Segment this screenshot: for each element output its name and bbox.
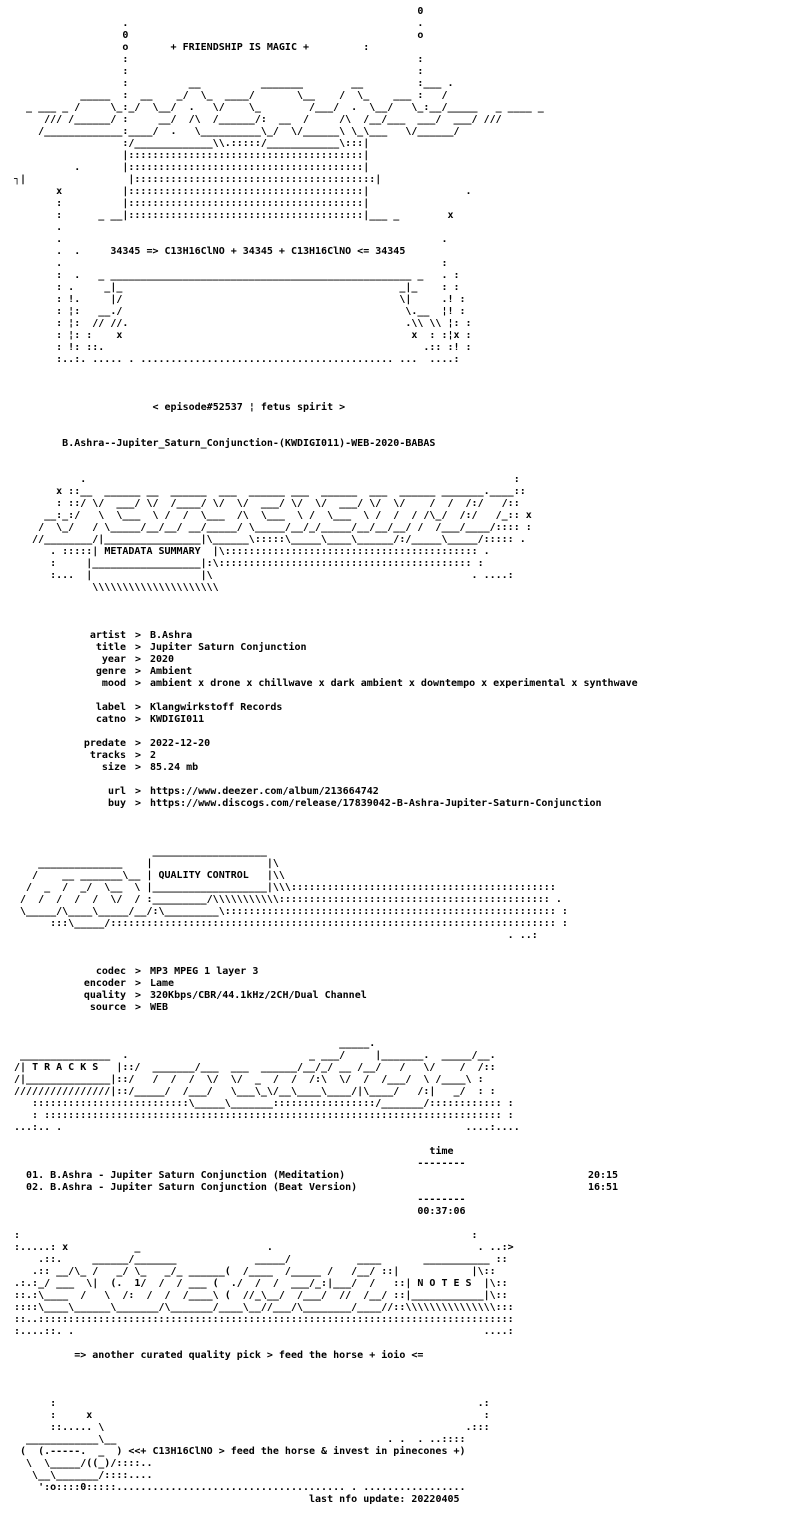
deezer-link[interactable]: https://www.deezer.com/album/213664742 (150, 786, 379, 797)
ascii-art: /_____________:____/ . \__________\_/ \/______\ \_\___ \/______/ (14, 126, 460, 137)
ascii-art: :.....: x _ . . ..:> (14, 1242, 514, 1253)
ascii-art: : _ __|:::::::::::::::::::::::::::::::::::::::|___ _ x (14, 210, 454, 221)
ascii-art: : : (14, 54, 424, 65)
metadata-field-buy: buy > https://www.discogs.com/release/17839042-B-Ashra-Jupiter-Saturn-Conjunction (107, 798, 602, 809)
last-update: last nfo update: 20220405 (309, 1494, 460, 1505)
episode-line: < episode#52537 ¦ fetus spirit > (152, 402, 346, 413)
ascii-art: .::. ______/_______ _____/ ____ ___________ :: (14, 1254, 508, 1265)
metadata-field-year: year > 2020 (101, 654, 175, 665)
ascii-art: : :::::::::::::::::::::::::::::::::::::::::::::::::::::::::::::::::::::::::::: : (14, 1110, 514, 1121)
ascii-art: : |__________________|:\:::::::::::::::::::::::::::::::::::::::::: : (14, 558, 484, 569)
release-name: B.Ashra--Jupiter_Saturn_Conjunction-(KWDIGI011)-WEB-2020-BABAS (62, 438, 436, 449)
ascii-art: :..:. ..... . .......................................... ... ....: (14, 354, 460, 365)
episode-line-row (14, 402, 638, 414)
tracks-rule-row: -------- (417, 1194, 466, 1205)
friendship-line-row: o + FRIENDSHIP IS MAGIC + : (14, 42, 370, 53)
ascii-art: .:: __/\_ / _/ \_ _/_ ______( /____ /_____ / /__/ ::| |\:: (14, 1266, 496, 1277)
ascii-art: ::..::::::::::::::::::::::::::::::::::::::::::::::::::::::::::::::::::::::::::::::: (14, 1314, 514, 1325)
metadata-field-catno: catno > KWDIGI011 (95, 714, 205, 725)
ascii-art: \__\_______/::::.... (14, 1470, 153, 1481)
ascii-art: . ..: (14, 930, 538, 941)
ascii-art: _____. (14, 1038, 376, 1049)
quality-field-source: source > WEB (89, 1002, 169, 1013)
discogs-link[interactable]: https://www.discogs.com/release/17839042-B-Ashra-Jupiter-Saturn-Conjunction (150, 798, 602, 809)
metadata-title-row: . :::::| METADATA SUMMARY |\:::::::::::::::::::::::::::::::::::::::::: . (14, 546, 490, 557)
ascii-art: 0 (14, 6, 424, 17)
ascii-art: . . (14, 234, 448, 245)
metadata-title: METADATA SUMMARY (104, 546, 201, 557)
ascii-art: ______________ | |\ (14, 858, 279, 869)
metadata-field-title: title > Jupiter Saturn Conjunction (95, 642, 307, 653)
metadata-field-mood: mood > ambient x drone x chillwave x dark ambient x downtempo x experimental x synthwave (101, 678, 638, 689)
metadata-field-label: label > Klangwirkstoff Records (95, 702, 283, 713)
formula-line-row: . . 34345 => C13H16ClNO + 34345 + C13H16ClNO <= 34345 (14, 246, 406, 257)
ascii-art: _ ___ _ / \_:_/ \__/ . \/ \_ /___/ . \__/ \_:__/_____ _ ____ _ (14, 102, 544, 113)
ascii-art: ____________\__ . . . ..:::: (14, 1434, 466, 1445)
ascii-art: : ¦: // //. .\\ \\ ¦: : (14, 318, 472, 329)
ascii-art: ::.:\____ / \ /: / / /____\ ( //_\__/ /___/ // /__/ ::|____________|\:: (14, 1290, 508, 1301)
ascii-art: __:_:/ \ \___ \ / / \___ /\ \___ \ / \___ \ / / / /\_/ /:/ /_:: x (14, 510, 532, 521)
ascii-art: : . _|_ _|_ : : (14, 282, 460, 293)
ascii-art: : |:::::::::::::::::::::::::::::::::::::::| (14, 198, 370, 209)
metadata-field-predate: predate > 2022-12-20 (83, 738, 211, 749)
metadata-field-artist: artist > B.Ashra (89, 630, 193, 641)
quality-field-codec: codec > MP3 MPEG 1 layer 3 (95, 966, 259, 977)
ascii-art: ┐| |::::::::::::::::::::::::::::::::::::::::| (14, 174, 382, 185)
ascii-art: ::..... \ .::: (14, 1422, 490, 1433)
ascii-art: ___________________ (14, 846, 267, 857)
quality-field-encoder: encoder > Lame (83, 978, 175, 989)
track-row (14, 1170, 638, 1182)
tracks-total-row (14, 1206, 638, 1218)
metadata-field-url: url > https://www.deezer.com/album/213664742 (107, 786, 379, 797)
ascii-art: :::\_____/:::::::::::::::::::::::::::::::::::::::::::::::::::::::::::::::::::::::::: : (14, 918, 568, 929)
release-name-row (14, 438, 638, 450)
track-title: 02. B.Ashra - Jupiter Saturn Conjunction (Beat Version) (26, 1182, 358, 1193)
ascii-art: :....::. . ....: (14, 1326, 514, 1337)
ascii-art: :/_____________\\.:::::/____________\:::| (14, 138, 370, 149)
track-title: 01. B.Ashra - Jupiter Saturn Conjunction (Meditation) (26, 1170, 346, 1181)
ascii-art: \ \_____/((_)/::::.. (14, 1458, 153, 1469)
notes-title-row: .:.:_/ ___ \| (. 1/ / / ___ ( ./ / / ___/_:|___/ / ::| N O T E S |\:: (14, 1278, 508, 1289)
tracks-title-row: /| T R A C K S |::/ _______/___ ___ ______/__/_/ __ /__/ / \/ / /:: (14, 1062, 496, 1073)
ascii-art: / \_/ / \_____/__/__/ __/_____/ \_____/__/_/_____/__/__/__/ / /___/____/:::: : (14, 522, 532, 533)
metadata-field-tracks: tracks > 2 (89, 750, 157, 761)
ascii-art: / _ / _/ \__ \ |___________________|\\\:::::::::::::::::::::::::::::::::::::::::::: (14, 882, 556, 893)
ascii-art: \\\\\\\\\\\\\\\\\\\\\ (14, 582, 219, 593)
ascii-art: /// /______/ : __/ /\ /______/: __ / /\ /__/___ ___/ ___/ /// (14, 114, 502, 125)
tracks-time-header-row (14, 1146, 638, 1158)
notes-title: N O T E S (417, 1278, 472, 1289)
ascii-art: ::::::::::::::::::::::::::\_____\_______:::::::::::::::::/_______/:::::::::::: : (14, 1098, 514, 1109)
ascii-art: . |:::::::::::::::::::::::::::::::::::::::| (14, 162, 370, 173)
quality-field-quality: quality > 320Kbps/CBR/44.1kHz/2CH/Dual Channel (83, 990, 367, 1001)
ascii-art: _______________ . _ ___/ |_______. _____/__. (14, 1050, 496, 1061)
ascii-art: : .: (14, 1398, 490, 1409)
time-header: time (429, 1146, 454, 1157)
track-time: 20:15 (587, 1170, 619, 1181)
ascii-art: : : (14, 66, 424, 77)
ascii-art: ::::\____\______\_______/\_______/____\__//___/\________/____//::\\\\\\\\\\\\\\\::: (14, 1302, 514, 1313)
footer-tagline: <<+ C13H16ClNO > feed the horse & invest in pinecones +) (128, 1446, 466, 1457)
ascii-art: x |:::::::::::::::::::::::::::::::::::::::| . (14, 186, 472, 197)
total-time: 00:37:06 (417, 1206, 466, 1217)
ascii-art: . : (14, 258, 448, 269)
quality-title: QUALITY CONTROL (158, 870, 249, 881)
track-time: 16:51 (587, 1182, 619, 1193)
ascii-art: ...:.. . ....:.... (14, 1122, 520, 1133)
metadata-field-genre: genre > Ambient (95, 666, 193, 677)
quality-title-row: / __ _______\__ | QUALITY CONTROL |\\ (14, 870, 285, 881)
ascii-art: ':o::::0:::::...................................... . ................. (14, 1482, 466, 1493)
ascii-art: . . (14, 18, 424, 29)
notes-line: => another curated quality pick > feed the horse + ioio <= (74, 1350, 424, 1361)
ascii-art: /|______________|::/ / / / \/ \/ _ / / /:\ \/ / /___/ \ /____\ : (14, 1074, 484, 1085)
ascii-art: ////////////////|::/_____/ /___/ \___\_\/__\____\____/|\____/ /:| _/ : : (14, 1086, 496, 1097)
ascii-art: : !: ::. .:: :! : (14, 342, 472, 353)
ascii-art: : : (14, 1230, 478, 1241)
ascii-art: //________/|________________|\______\:::::\_____\____\______/:/_____\_____/::::: . (14, 534, 526, 545)
last-update-row (14, 1494, 638, 1506)
ascii-art: : . _ __________________________________________________ _ . : (14, 270, 460, 281)
ascii-art: . (14, 222, 63, 233)
ascii-art: :... | |\ . ....: (14, 570, 514, 581)
ascii-art: : x : (14, 1410, 490, 1421)
tracks-rule-row: -------- (417, 1158, 466, 1169)
ascii-art: : !. |/ \| .! : (14, 294, 466, 305)
ascii-art: . : (14, 474, 520, 485)
formula-line: 34345 => C13H16ClNO + 34345 + C13H16ClNO <= 34345 (110, 246, 406, 257)
ascii-art: : ::/ \/ ___/ \/ /____/ \/ \/ ___/ \/ \/ ___/ \/ \/ / / /:/ /:: (14, 498, 520, 509)
friendship-line: + FRIENDSHIP IS MAGIC + (170, 42, 310, 53)
footer-tagline-row: ( (.-----. _ ) <<+ C13H16ClNO > feed the horse & invest in pinecones +) (14, 1446, 466, 1457)
metadata-field-size: size > 85.24 mb (101, 762, 199, 773)
ascii-art: \_____/\____\_____/__/:\_________\::::::::::::::::::::::::::::::::::::::::::::::::::::::: : (14, 906, 568, 917)
ascii-art: : ¦: __./ \.__ ¦! : (14, 306, 466, 317)
notes-line-row (14, 1350, 638, 1362)
ascii-art: : ¦: : x x : :¦x : (14, 330, 472, 341)
ascii-art: |:::::::::::::::::::::::::::::::::::::::| (14, 150, 370, 161)
ascii-art: : __ _______ __ :___ . (14, 78, 454, 89)
ascii-art: x ::__ ______ __ ______ ___ ______ ___ ______ ___ ______ _______.____:: (14, 486, 526, 497)
ascii-art: _____ : __ _/ \_ ____/ \__ / \_ ___ : / (14, 90, 448, 101)
nfo-document (14, 6, 638, 1506)
tracks-title: T R A C K S (32, 1062, 99, 1073)
track-row (14, 1182, 638, 1194)
ascii-art: / / / / / \/ / :_________/\\\\\\\\\\\::::::::::::::::::::::::::::::::::::::::::::: . (14, 894, 562, 905)
ascii-art: 0 o (14, 30, 424, 41)
